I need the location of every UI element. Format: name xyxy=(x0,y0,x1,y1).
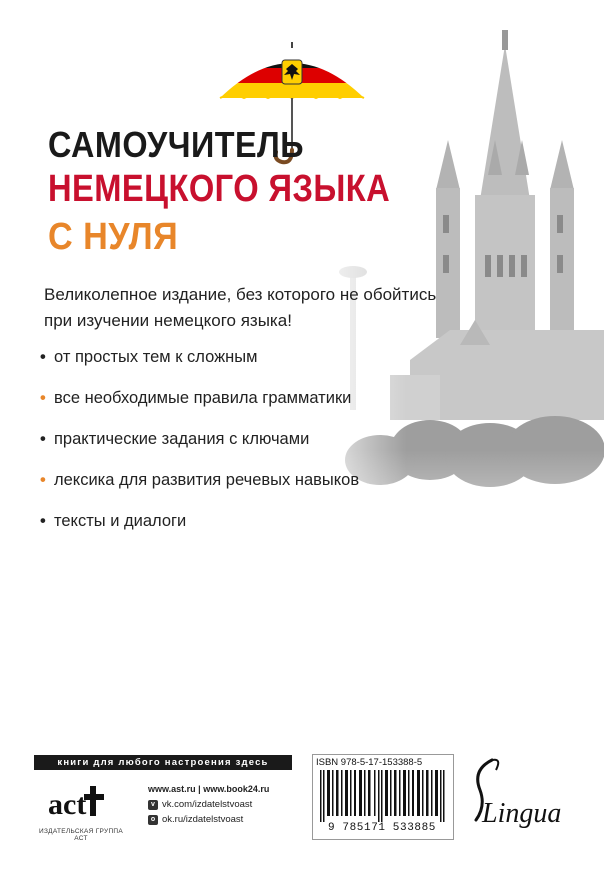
list-item-text: от простых тем к сложным xyxy=(54,348,258,366)
list-item xyxy=(40,510,359,551)
list-item-text: практические задания с ключами xyxy=(54,430,310,448)
ok-link-text: ok.ru/izdatelstvoast xyxy=(162,814,244,825)
ok-icon: o xyxy=(148,815,158,825)
list-item-text: тексты и диалоги xyxy=(54,512,187,530)
vk-link xyxy=(148,799,252,810)
list-item xyxy=(40,428,359,469)
barcode-icon xyxy=(318,770,448,822)
list-item xyxy=(40,469,359,510)
lingua-logo-icon xyxy=(462,756,582,832)
bullet-icon: • xyxy=(40,389,46,407)
ok-link xyxy=(148,814,243,825)
barcode-number: 9 785171 533885 xyxy=(327,822,437,834)
bullet-icon: • xyxy=(40,471,46,489)
vk-icon: v xyxy=(148,800,158,810)
list-item xyxy=(40,387,359,428)
bullet-icon: • xyxy=(40,348,46,366)
feature-list xyxy=(40,346,359,551)
title-line-1: САМОУЧИТЕЛЬ xyxy=(48,124,304,165)
title-line-2: НЕМЕЦКОГО ЯЗЫКА xyxy=(48,168,391,210)
svg-text:act: act xyxy=(48,788,87,821)
slogan-bar: книги для любого настроения здесь xyxy=(34,755,292,770)
bullet-icon: • xyxy=(40,430,46,448)
bullet-icon: • xyxy=(40,512,46,530)
title-line-3: С НУЛЯ xyxy=(48,216,179,258)
website-links: www.ast.ru | www.book24.ru xyxy=(148,784,270,794)
list-item-text: все необходимые правила грамматики xyxy=(54,389,352,407)
isbn-text: ISBN 978-5-17-153388-5 xyxy=(316,757,423,768)
ast-logo-icon xyxy=(46,780,110,824)
svg-text:Lingua: Lingua xyxy=(482,798,562,829)
vk-link-text: vk.com/izdatelstvoast xyxy=(162,799,253,810)
intro-text: Великолепное издание, без которого не обойтись при изучении немецкого языка! xyxy=(44,285,437,330)
list-item-text: лексика для развития речевых навыков xyxy=(54,471,360,489)
list-item xyxy=(40,346,359,387)
publisher-name: ИЗДАТЕЛЬСКАЯ ГРУППА АСТ xyxy=(38,828,124,842)
